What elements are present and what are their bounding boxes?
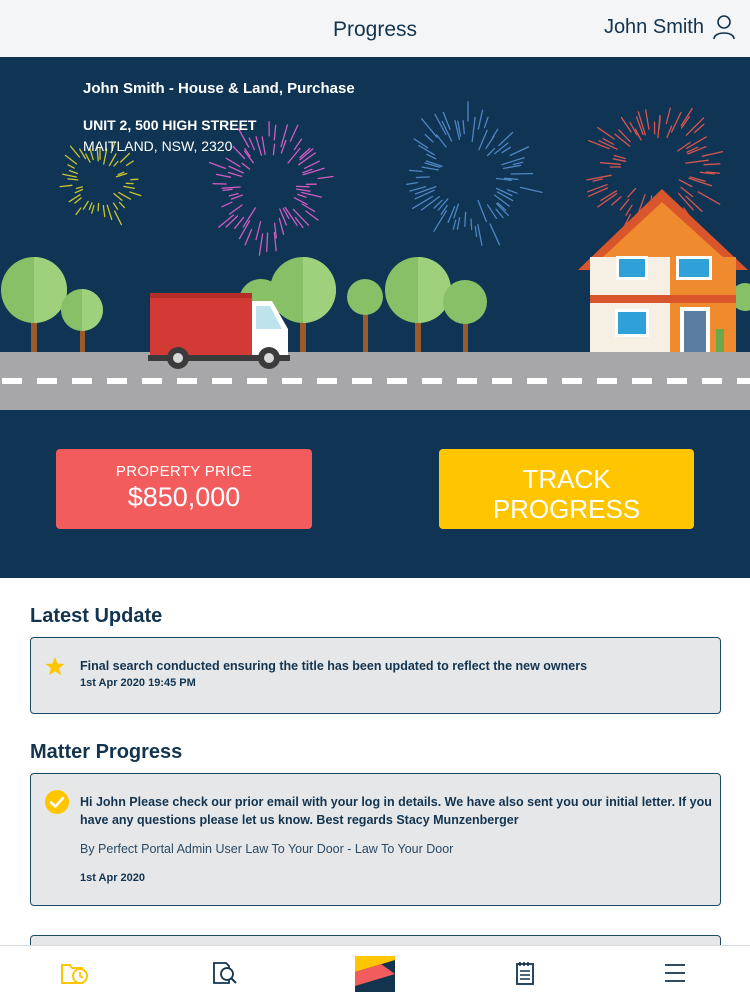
house [578,189,748,352]
bottom-navigation [0,945,750,1000]
hero-banner [0,57,750,578]
matter-progress-message-line-2: have any questions please let us know. Best regards Stacy Munzenberger [80,813,519,827]
matter-title: John Smith - House & Land, Purchase [83,80,355,97]
star-icon [45,657,65,676]
property-price-value: $850,000 [127,482,241,512]
nav-home[interactable] [300,946,450,1000]
documents-search-icon [211,960,239,986]
property-price-card [56,449,312,529]
notes-icon [514,960,536,986]
track-button-line-1: TRACK [522,463,611,494]
user-icon [712,14,736,40]
latest-update-message: Final search conducted ensuring the title has been updated to reflect the new owners [80,659,588,673]
latest-update-timestamp: 1st Apr 2020 19:45 PM [80,677,196,689]
firework-2 [407,102,542,245]
latest-update-card[interactable] [30,637,721,714]
track-button-line-2: PROGRESS [492,493,641,524]
user-menu[interactable] [604,14,736,40]
check-circle-icon [45,790,69,814]
brand-logo [355,954,395,992]
page-title: Progress [332,18,418,41]
address-line-1: UNIT 2, 500 HIGH STREET [83,117,257,133]
nav-notes[interactable] [450,946,600,1000]
track-progress-button[interactable] [439,449,694,529]
matter-progress-byline: By Perfect Portal Admin User Law To Your Door - Law To Your Door [80,842,454,856]
matter-progress-heading: Matter Progress [30,741,183,763]
matter-progress-message-line-1: Hi John Please check our prior email with your log in details. We have also sent you our initial letter. If you [80,795,712,809]
nav-documents[interactable] [150,946,300,1000]
top-bar [0,0,750,57]
nav-progress[interactable] [0,946,150,1000]
property-price-label: PROPERTY PRICE [115,463,253,480]
matter-progress-date: 1st Apr 2020 [80,872,146,884]
user-name: John Smith [603,15,704,38]
menu-icon [663,962,687,984]
latest-update-heading: Latest Update [30,605,163,627]
progress-icon [60,960,90,986]
truck [148,293,290,369]
matter-progress-card[interactable] [30,773,721,906]
nav-menu[interactable] [600,946,750,1000]
address-line-2: MAITLAND, NSW, 2320 [83,138,233,154]
firework-0 [60,142,141,225]
